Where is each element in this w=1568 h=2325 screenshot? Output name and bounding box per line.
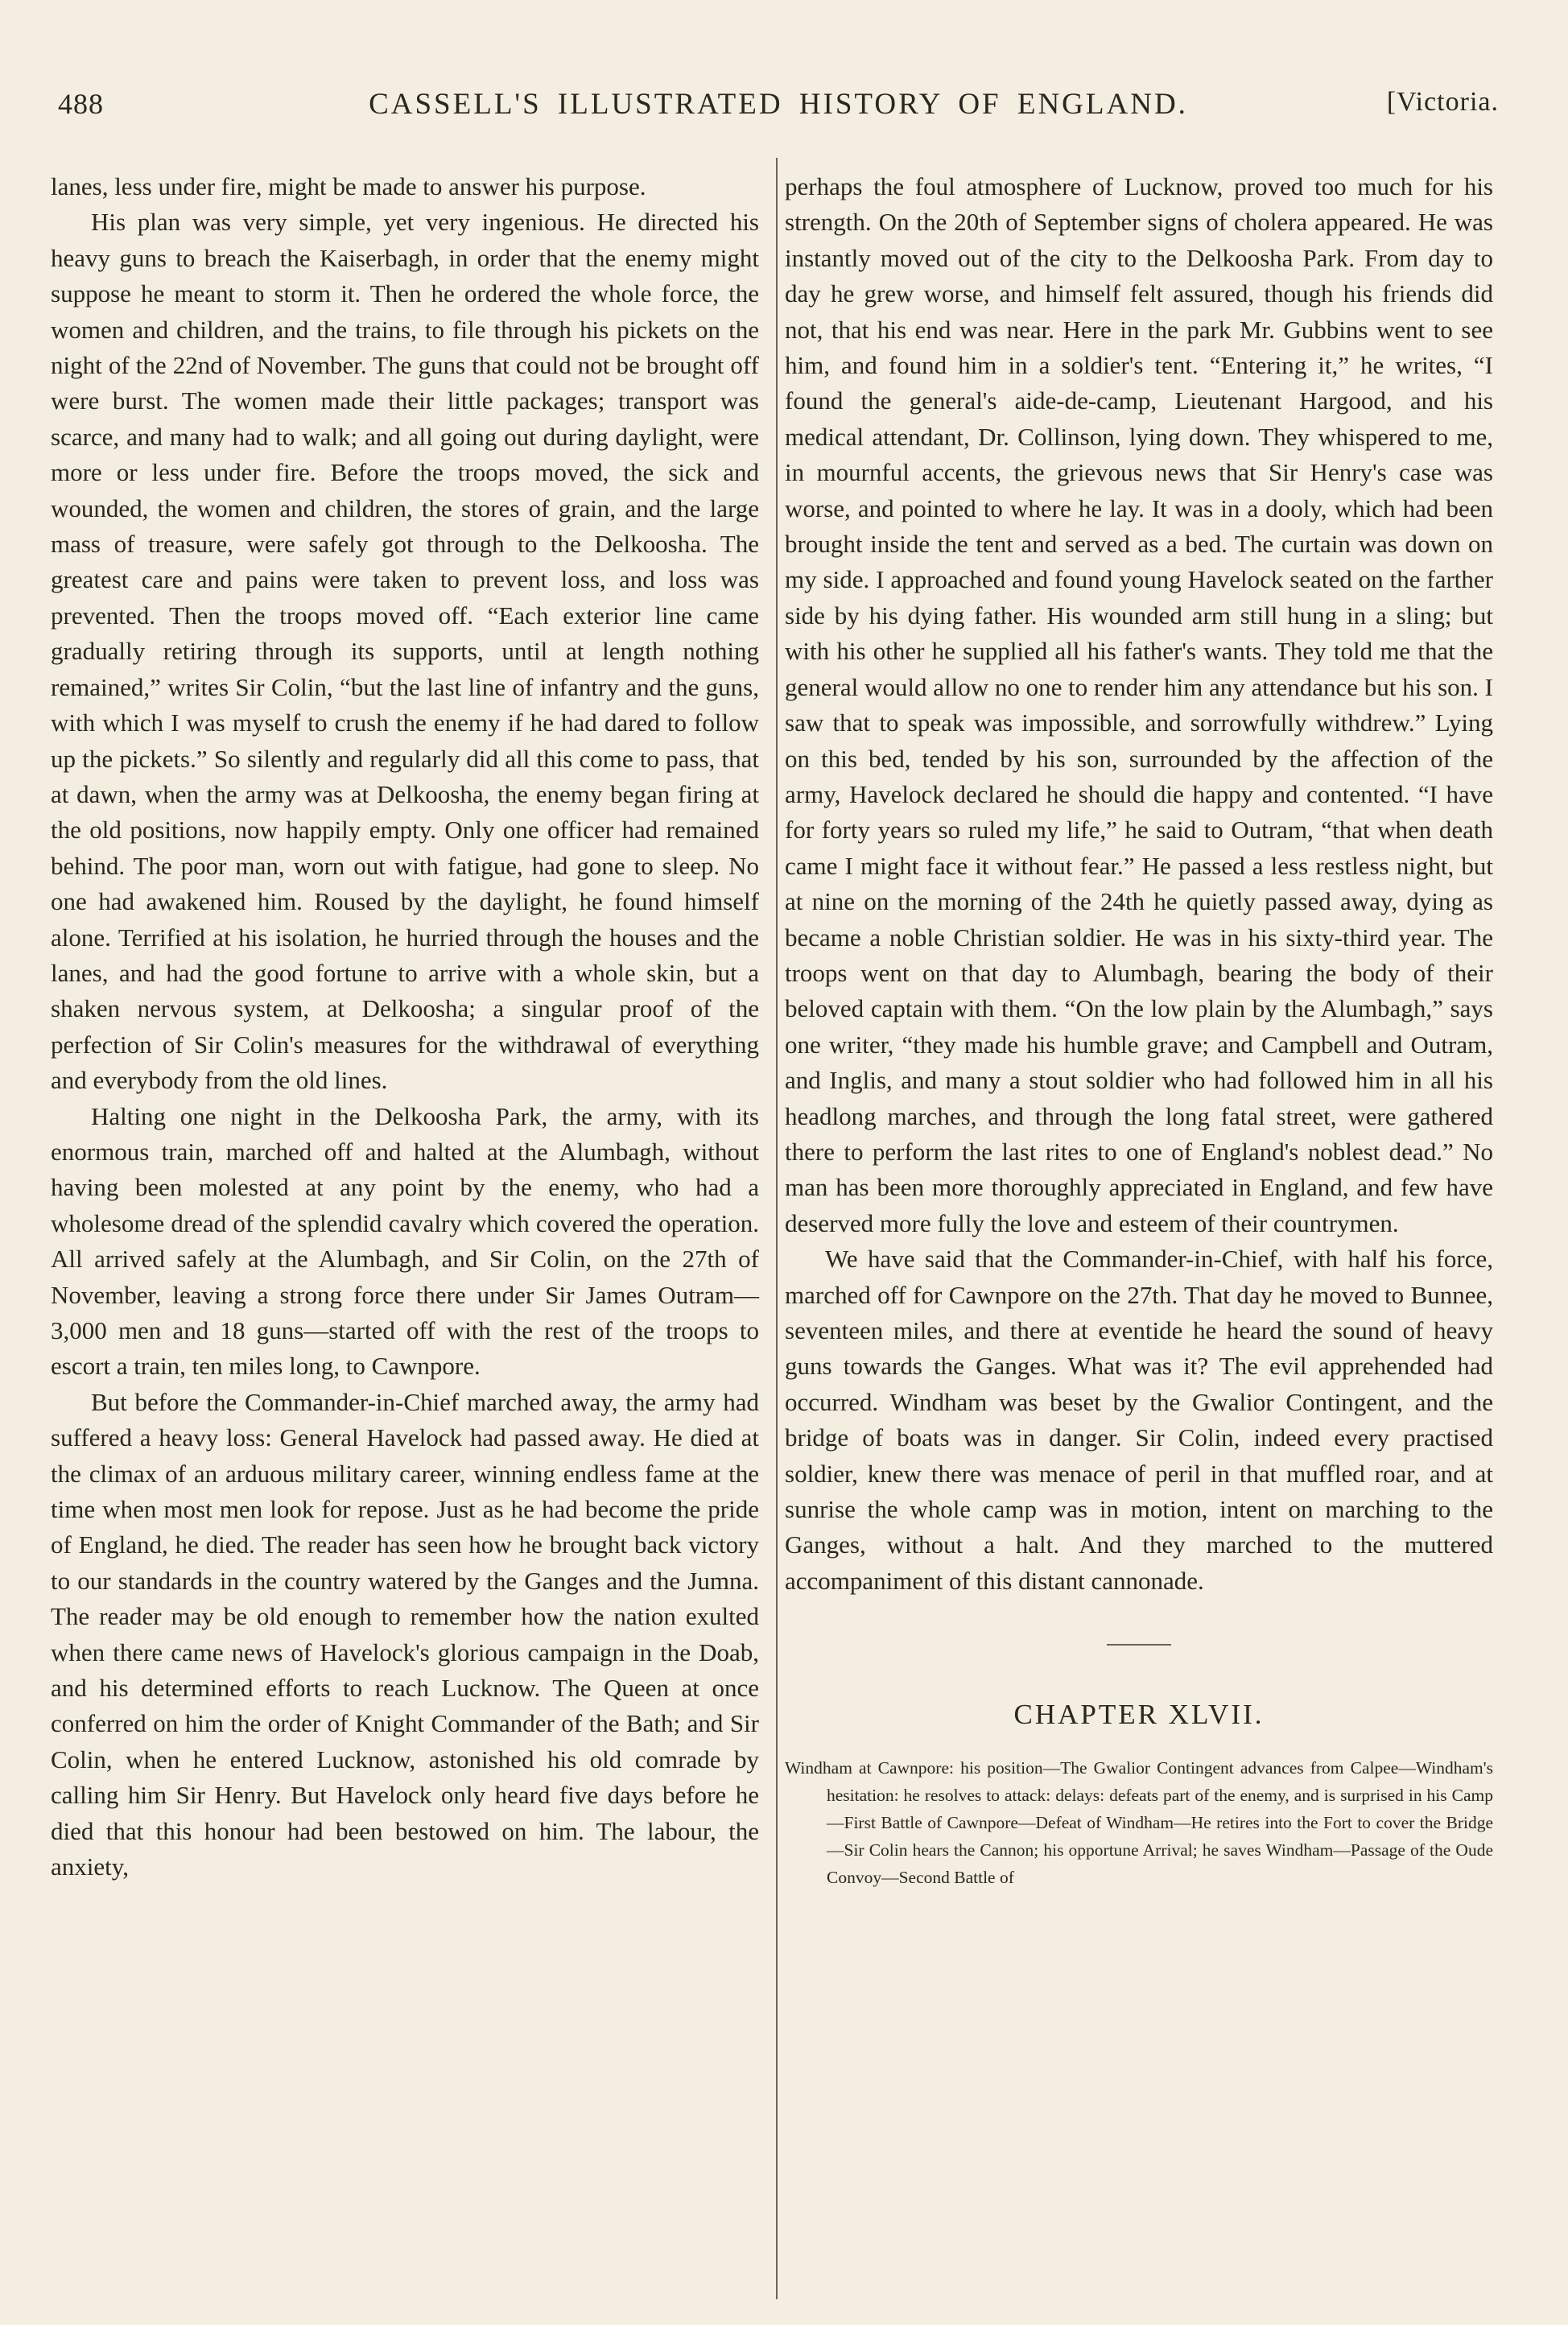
running-title: CASSELL'S ILLUSTRATED HISTORY OF ENGLAND. xyxy=(369,88,1188,121)
paragraph: We have said that the Commander-in-Chief, with half his force, marched off for Cawnpore on the 27th. That day he moved to Bunnee, seventeen miles, and there at eventide he heard the sound of heavy guns towards the Ganges. What was it? The evil apprehended had occurred. Windham was beset by the Gwalior Contingent, and the bridge of boats was in danger. Sir Colin, indeed every practised soldier, knew there was menace of peril in that muffled roar, and at sunrise the whole camp was in motion, intent on marching to the Ganges, without a halt. And they marched to the muttered accompaniment of this distant cannonade. xyxy=(785,1245,1493,1595)
paragraph: Halting one night in the Delkoosha Park, the army, with its enormous train, marched off and halted at the Alumbagh, without having been molested at any point by the enemy, who had a wholesome dread of the splendid cavalry which covered the operation. All arrived safely at the Alumbagh, and Sir Colin, on the 27th of November, leaving a strong force there under Sir James Outram—3,000 men and 18 guns—started off with the rest of the troops to escort a train, ten miles long, to Cawnpore. xyxy=(51,1101,759,1381)
right-column xyxy=(785,169,1493,1891)
column-divider xyxy=(776,158,778,2299)
chapter-heading: CHAPTER XLVII. xyxy=(1013,1699,1265,1731)
running-header xyxy=(58,87,1499,122)
paragraph: His plan was very simple, yet very ingenious. He directed his heavy guns to breach the Kaiserbagh, in order that the enemy might suppose he meant to storm it. Then he ordered the whole force, the women and children, and the trains, to file through his pickets on the night of the 22nd of November. The guns that could not be brought off were burst. The women made their little packages; transport was scarce, and many had to walk; and all going out during daylight, were more or less under fire. Before the troops moved, the sick and wounded, the women and children, the stores of grain, and the large mass of treasure, were safely got through to the Delkoosha. The greatest care and pains were taken to prevent loss, and loss was prevented. Then the troops moved off. “Each exterior line came gradually retiring through its supports, until at length nothing remained,” writes Sir Colin, “but the last line of infantry and the guns, with which I was myself to crush the enemy if he had dared to follow up the pickets.” So silently and regularly did all this come to pass, that at dawn, when the army was at Delkoosha, the enemy began firing at the old positions, now happily empty. Only one officer had remained behind. The poor man, worn out with fatigue, had gone to sleep. No one had awakened him. Roused by the daylight, he found himself alone. Terrified at his isolation, he hurried through the houses and the lanes, and had the good fortune to arrive with a whole skin, but a shaken nervous system, at Delkoosha; a singular proof of the perfection of Sir Colin's measures for the withdrawal of everything and everybody from the old lines. xyxy=(51,208,759,1095)
page-number: 488 xyxy=(58,88,104,120)
paragraph: But before the Commander-in-Chief marched away, the army had suffered a heavy loss: General Havelock had passed away. He died at the climax of an arduous military career, winning endless fame at the time when most men look for repose. Just as he had become the pride of England, he died. The reader has seen how he brought back victory to our standards in the country watered by the Ganges and the Jumna. The reader may be old enough to remember how the nation exulted when there came news of Havelock's glorious campaign in the Doab, and his determined efforts to reach Lucknow. The Queen at once conferred on him the order of Knight Commander of the Bath; and Sir Colin, when he entered Lucknow, astonished his old comrade by calling him Sir Henry. But Havelock only heard five days before he died that this honour had been bestowed on him. The labour, the anxiety, xyxy=(51,1387,759,1881)
running-reign: [Victoria. xyxy=(1386,87,1499,117)
left-column xyxy=(51,169,759,1885)
section-separator xyxy=(1107,1644,1171,1646)
paragraph: perhaps the foul atmosphere of Lucknow, proved too much for his strength. On the 20th of September signs of cholera appeared. He was instantly moved out of the city to the Delkoosha Park. From day to day he grew worse, and himself felt assured, though his friends did not, that his end was near. Here in the park Mr. Gubbins went to see him, and found him in a soldier's tent. “Entering it,” he writes, “I found the general's aide-de-camp, Lieutenant Hargood, and his medical attendant, Dr. Collinson, lying down. They whispered to me, in mournful accents, the grievous news that Sir Henry's case was worse, and pointed to where he lay. It was in a dooly, which had been brought inside the tent and served as a bed. The curtain was down on my side. I approached and found young Havelock seated on the farther side by his dying father. His wounded arm still hung in a sling; but with his other he supplied all his father's wants. They told me that the general would allow no one to render him any attendance but his son. I saw that to speak was impossible, and sorrowfully withdrew.” Lying on this bed, tended by his son, surrounded by the affection of the army, Havelock declared he should die happy and contented. “I have for forty years so ruled my life,” he said to Outram, “that when death came I might face it without fear.” He passed a less restless night, but at nine on the morning of the 24th he quietly passed away, dying as became a noble Christian soldier. He was in his sixty-third year. The troops went on that day to Alumbagh, bearing the body of their beloved captain with them. “On the low plain by the Alumbagh,” says one writer, “they made his humble grave; and Campbell and Outram, and Inglis, and many a stout soldier who had followed him in all his headlong marches, and through the long fatal street, were gathered there to perform the last rites to one of England's noblest dead.” No man has been more thoroughly appreciated in England, and few have deserved more fully the love and esteem of their countrymen. xyxy=(785,172,1493,1237)
paragraph: lanes, less under fire, might be made to answer his purpose. xyxy=(51,172,646,200)
chapter-synopsis: Windham at Cawnpore: his position—The Gwalior Contingent advances from Calpee—Windham's hesitation: he resolves to attack: delays: defeats part of the enemy, and is surprised in his Camp—First Battle of Cawnpore—Defeat of Windham—He retires into the Fort to cover the Bridge—Sir Colin hears the Cannon; his opportune Arrival; he saves Windham—Passage of the Oude Convoy—Second Battle of xyxy=(785,1757,1493,1887)
